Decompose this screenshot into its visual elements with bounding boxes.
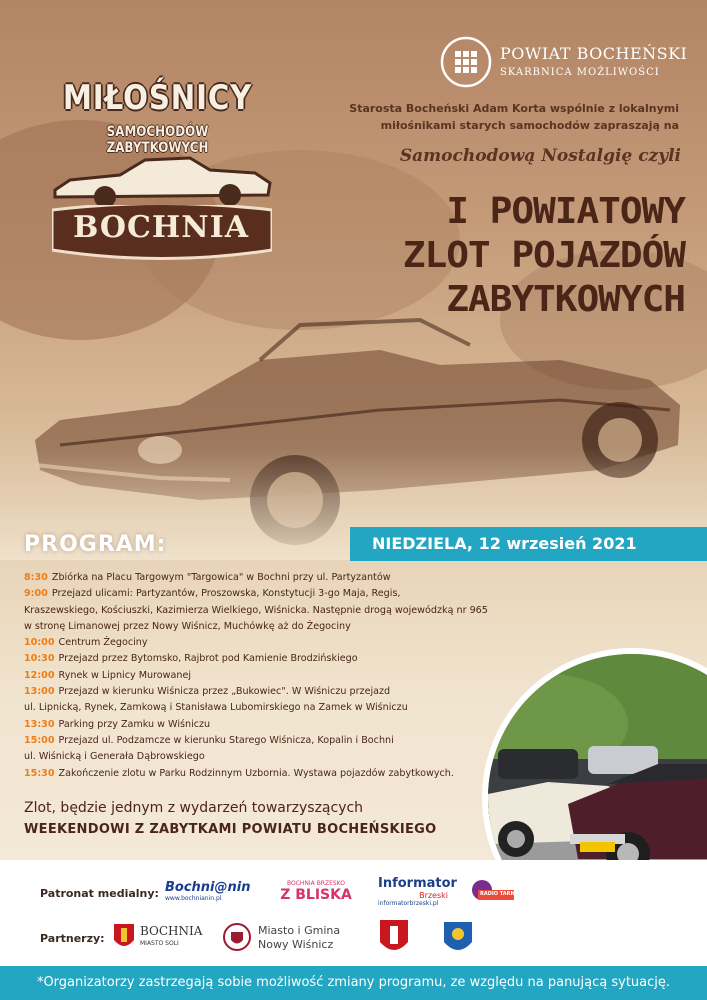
- schedule-row: [24, 766, 494, 782]
- bochnia-crest-icon: [112, 922, 136, 952]
- event-headline: [285, 190, 685, 322]
- gmina-wisnicz-logo: [222, 922, 362, 956]
- schedule-row: [24, 733, 494, 749]
- schedule-text: ul. Lipnicką, Rynek, Zamkową i Stanisława Lubomirskiego na Zamek w Wiśniczu: [24, 702, 408, 714]
- bochnianin-url: www.bochnianin.pl: [165, 895, 222, 902]
- footer-bar: [0, 966, 707, 1000]
- schedule-text: Przejazd ul. Podzamcze w kierunku Starego Wiśnicza, Kopalin i Bochni: [58, 734, 394, 746]
- program-schedule: [24, 570, 494, 782]
- logo-subtitle: SAMOCHODÓW ZABYTKOWYCH: [106, 124, 209, 156]
- media-patronage-label: Patronat medialny:: [40, 887, 159, 900]
- event-note-bold: WEEKENDOWI Z ZABYTKAMI POWIATU BOCHEŃSKIEGO: [24, 822, 437, 837]
- sponsors-section: [0, 860, 707, 966]
- intro-text: [349, 100, 679, 134]
- informator-name: Informator: [378, 876, 457, 891]
- club-logo: [40, 60, 285, 270]
- schedule-text: Rynek w Lipnicy Murowanej: [58, 669, 192, 681]
- county-crest-icon: [378, 918, 410, 958]
- schedule-time: 13:00: [24, 686, 55, 698]
- schedule-text: Centrum Żegociny: [58, 637, 148, 649]
- schedule-text: Parking przy Zamku w Wiśniczu: [58, 718, 211, 730]
- schedule-row: [24, 570, 494, 586]
- partners-label: Partnerzy:: [40, 932, 105, 945]
- schedule-row: [24, 668, 494, 684]
- schedule-text: Przejazd ulicami: Partyzantów, Proszowska, Konstytucji 3-go Maja, Regis,: [51, 588, 401, 600]
- zbliska-top: BOCHNIA BRZESKO: [286, 880, 346, 887]
- zbliska-logo: [276, 880, 356, 903]
- powiat-logo: [440, 36, 690, 91]
- schedule-row: [24, 586, 494, 602]
- schedule-time: 15:00: [24, 734, 55, 746]
- gmina-line-1: Miasto i Gmina: [258, 924, 341, 937]
- schedule-text: ul. Wiśnicką i Generała Dąbrowskiego: [24, 751, 205, 763]
- event-date: NIEDZIELA, 12 wrzesień 2021: [372, 534, 637, 553]
- powiat-tagline: SKARBNICA MOŻLIWOŚCI: [500, 67, 660, 78]
- schedule-row: [24, 700, 494, 716]
- intro-script: Samochodową Nostalgię czyli: [399, 146, 681, 166]
- informator-url: informatorbrzeski.pl: [378, 900, 439, 907]
- powiat-name: POWIAT BOCHEŃSKI: [500, 44, 688, 63]
- bochnianin-logo: [165, 880, 250, 902]
- schedule-time: 9:00: [24, 588, 48, 600]
- headline-line-3: ZABYTKOWYCH: [446, 279, 685, 320]
- logo-city: BOCHNIA: [73, 210, 249, 245]
- intro-line-2: miłośnikami starych samochodów zapraszają na: [380, 119, 679, 132]
- schedule-row: [24, 717, 494, 733]
- bochnia-city-name: BOCHNIA: [140, 924, 203, 938]
- logo-title: MIŁOŚNICY: [62, 78, 253, 118]
- informator-brzeski: Brzeski: [419, 891, 448, 900]
- schedule-text: Zbiórka na Placu Targowym "Targowica" w Bochni przy ul. Partyzantów: [51, 572, 391, 583]
- schedule-time: 10:30: [24, 653, 55, 665]
- footer-disclaimer: *Organizatorzy zastrzegają sobie możliwość zmiany programu, ze względu na panującą sytuację.: [36, 975, 671, 990]
- schedule-row: [24, 749, 494, 765]
- bochnianin-name: Bochni@nin: [165, 880, 251, 895]
- schedule-row: [24, 651, 494, 667]
- informator-logo: [378, 876, 468, 907]
- schedule-text: Kraszewskiego, Kościuszki, Kazimierza Wielkiego, Wiśnicka. Następnie drogą wojewódzką nr 965: [24, 604, 488, 616]
- schedule-row: [24, 603, 494, 619]
- schedule-time: 12:00: [24, 669, 55, 681]
- schedule-text: Przejazd przez Bytomsko, Rajbrot pod Kamienie Brodzińskiego: [58, 653, 358, 665]
- zbliska-name: Z BLISKA: [280, 887, 352, 903]
- date-banner: [350, 527, 707, 561]
- bochnia-city-sub: MIASTO SOLI: [140, 940, 179, 947]
- wisnicz-crest-icon: [222, 922, 252, 952]
- event-note: Zlot, będzie jednym z wydarzeń towarzyszących: [24, 800, 364, 816]
- gmina-line-2: Nowy Wiśnicz: [258, 938, 334, 951]
- schedule-time: 15:30: [24, 767, 55, 779]
- car-silhouette-icon: [50, 145, 275, 210]
- headline-line-2: ZLOT POJAZDÓW: [402, 235, 685, 276]
- powiat-emblem-icon: [440, 36, 492, 88]
- radio-tarnow-name: RADIO TARNÓW: [480, 891, 525, 897]
- bochnia-city-logo: [112, 922, 202, 956]
- intro-line-1: Starosta Bocheński Adam Korta wspólnie z lokalnymi: [349, 102, 679, 115]
- program-title: PROGRAM:: [24, 532, 167, 557]
- schedule-row: [24, 619, 494, 635]
- municipal-crest-icon: [442, 920, 474, 958]
- schedule-time: 13:30: [24, 718, 55, 730]
- schedule-row: [24, 635, 494, 651]
- headline-line-1: I POWIATOWY: [446, 191, 685, 232]
- radio-tarnow-logo: [470, 878, 525, 904]
- schedule-row: [24, 684, 494, 700]
- schedule-text: Przejazd w kierunku Wiśnicza przez „Bukowiec". W Wiśniczu przejazd: [58, 686, 391, 698]
- schedule-time: 8:30: [24, 572, 48, 583]
- schedule-time: 10:00: [24, 637, 55, 649]
- schedule-text: Zakończenie zlotu w Parku Rodzinnym Uzbornia. Wystawa pojazdów zabytkowych.: [58, 767, 454, 779]
- schedule-text: w stronę Limanowej przez Nowy Wiśnicz, Muchówkę aż do Żegociny: [24, 620, 351, 632]
